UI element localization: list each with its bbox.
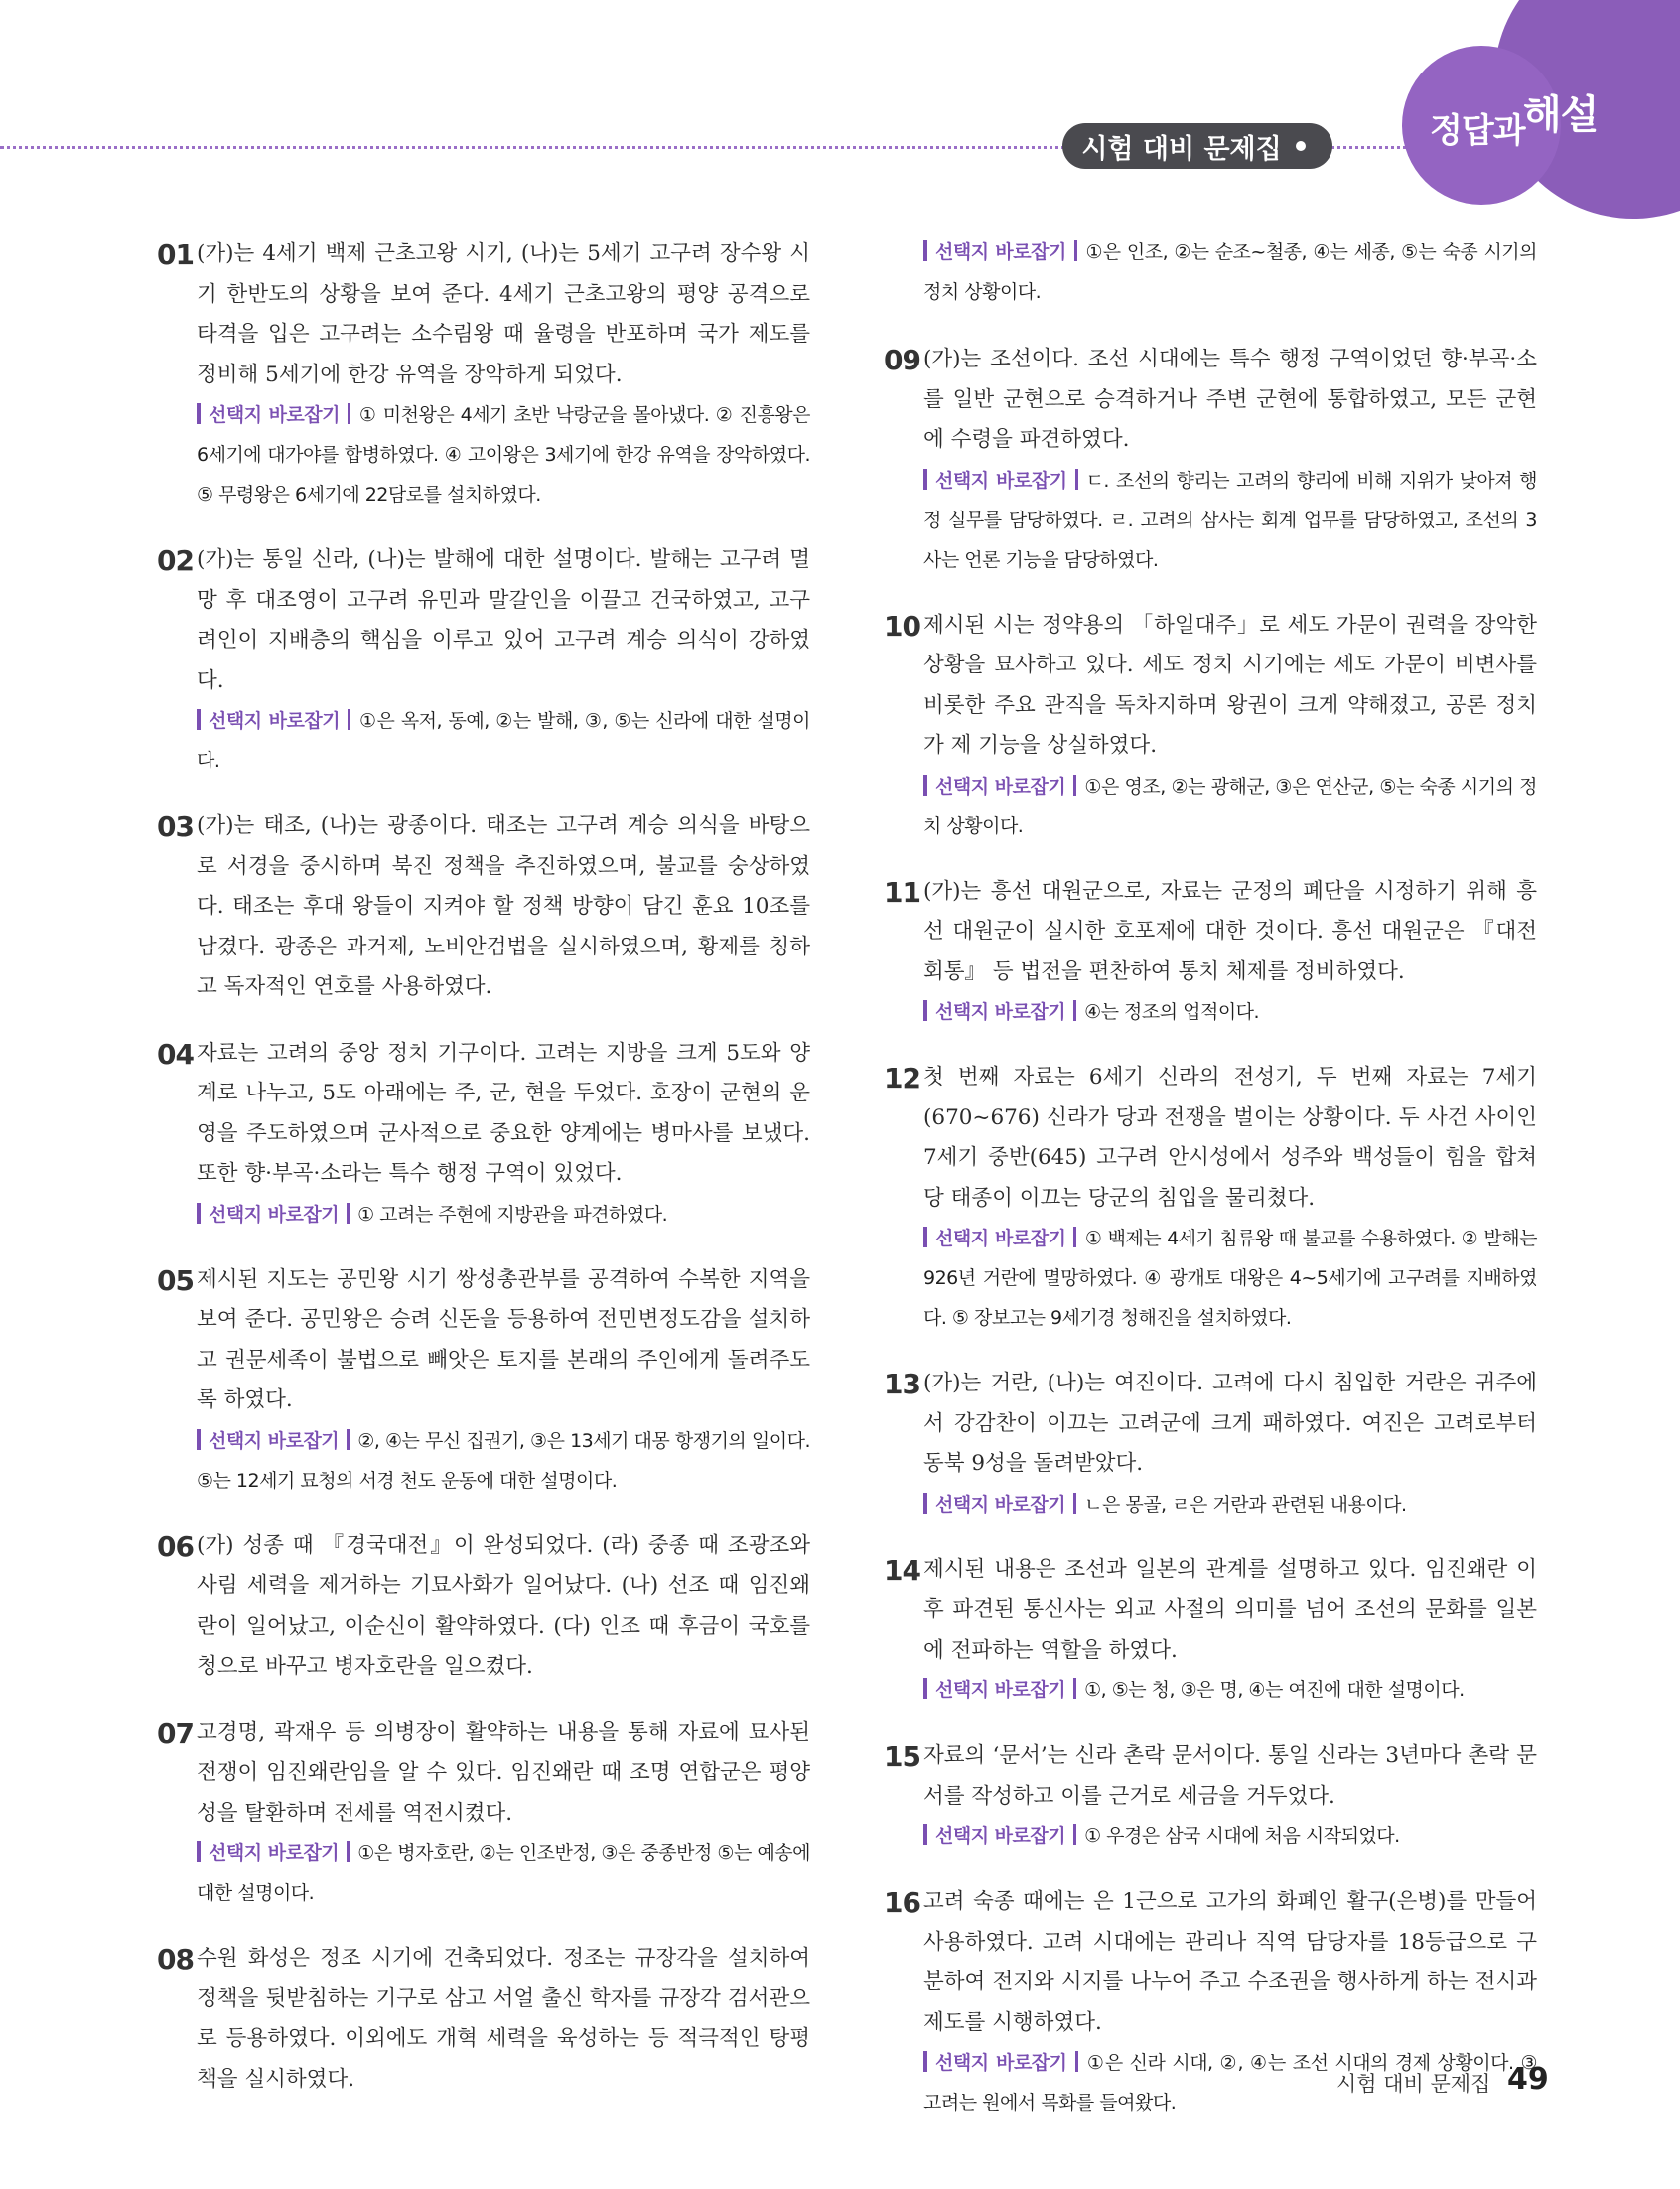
choice-text: ①은 영조, ②는 광해군, ③은 연산군, ⑤는 숙종 시기의 정치 상황이다. (923, 775, 1538, 837)
choice-tag (197, 1430, 357, 1452)
choice-text: ① 백제는 4세기 침류왕 때 불교를 수용하였다. ② 발해는 926년 거란에 멸망하였다. ④ 광개토 대왕은 4~5세기에 고구려를 지배하였다. ⑤ 장보고는 9세기경 청해진을 설치하였다. (923, 1228, 1537, 1329)
tag-bar-icon (347, 1429, 350, 1450)
item-text: (가)는 4세기 백제 근초고왕 시기, (나)는 5세기 고구려 장수왕 시기 한반도의 상황을 보여 준다. 4세기 근초고왕의 평양 공격으로 타격을 입은 고구려는 소수림왕 때 율령을 반포하며 국가 제도를 정비해 5세기에 한강 유역을 장악하게 되었다. (197, 241, 810, 387)
tag-bar-icon (197, 709, 201, 730)
tag-bar-icon (923, 1678, 927, 1699)
item-text: 제시된 내용은 조선과 일본의 관계를 설명하고 있다. 임진왜란 이후 파견된 통신사는 외교 사절의 의미를 넘어 조선의 문화를 일본에 전파하는 역할을 하였다. (923, 1556, 1537, 1663)
item-number: 11 (884, 875, 920, 909)
item-number: 16 (884, 1886, 920, 1919)
tag-bar-icon (348, 709, 350, 730)
item-number: 05 (157, 1263, 194, 1297)
choice-text: ④는 정조의 업적이다. (1084, 1001, 1260, 1023)
item-text: 고려 숙종 때에는 은 1근으로 고가의 화폐인 활구(은병)를 만들어 사용하였다. 고려 시대에는 관리나 직역 담당자를 18등급으로 구분하여 전지와 시지를 나누어 주고 수조권을 행사하게 하는 전시과 제도를 시행하였다. (923, 1889, 1537, 2035)
tag-bar-icon (1073, 1678, 1076, 1699)
choice-tag-label: 선택지 바로잡기 (935, 241, 1066, 263)
tag-bar-icon (1073, 1493, 1076, 1514)
series-label (1062, 123, 1332, 169)
answer-item (159, 1713, 810, 1914)
choice-tag (923, 1679, 1084, 1701)
tag-bar-icon (197, 1841, 201, 1862)
answer-item (159, 1034, 810, 1235)
item-number: 10 (884, 609, 920, 643)
choice-text: ㄴ은 몽골, ㄹ은 거란과 관련된 내용이다. (1084, 1493, 1407, 1516)
tag-bar-icon (923, 469, 927, 490)
item-number: 12 (884, 1062, 920, 1094)
choice-tag (197, 404, 358, 426)
answer-item (886, 1550, 1537, 1711)
answer-item (886, 1364, 1537, 1525)
choice-tag-label: 선택지 바로잡기 (209, 1203, 340, 1226)
answer-item (159, 234, 810, 514)
choice-correction (197, 1421, 810, 1501)
explanation-title: 해설 (1523, 92, 1599, 138)
item-number: 07 (157, 1716, 194, 1750)
choice-tag-label: 선택지 바로잡기 (935, 1001, 1066, 1023)
item-text: 제시된 지도는 공민왕 시기 쌍성총관부를 공격하여 수복한 지역을 보여 준다. 공민왕은 승려 신돈을 등용하여 전민변정도감을 설치하고 권문세족이 불법으로 빼앗은 토지를 본래의 주인에게 돌려주도록 하였다. (197, 1266, 810, 1412)
choice-text: ①, ⑤는 청, ③은 명, ④는 여진에 대한 설명이다. (1084, 1679, 1465, 1701)
answer-item (159, 540, 810, 781)
item-text: 첫 번째 자료는 6세기 신라의 전성기, 두 번째 자료는 7세기(670~676) 신라가 당과 전쟁을 벌이는 상황이다. 두 사건 사이인 7세기 중반(645) 고구려 안시성에서 성주와 백성들이 힘을 합쳐 당 태종이 이끄는 당군의 침입을 물리쳤다. (923, 1065, 1537, 1211)
item-number: 15 (884, 1740, 920, 1773)
choice-correction (197, 1833, 810, 1913)
item-text: 자료의 ‘문서’는 신라 촌락 문서이다. 통일 신라는 3년마다 촌락 문서를 작성하고 이를 근거로 세금을 거두었다. (923, 1743, 1537, 1809)
choice-text: ①은 신라 시대, ②, ④는 조선 시대의 경제 상황이다. ③ 고려는 원에서 목화를 들여왔다. (923, 2052, 1537, 2114)
item-text: (가)는 태조, (나)는 광종이다. 태조는 고구려 계승 의식을 바탕으로 서경을 중시하며 북진 정책을 추진하였으며, 불교를 숭상하였다. 태조는 후대 왕들이 지켜야 할 정책 방향이 담긴 훈요 10조를 남겼다. 광종은 과거제, 노비안검법을 실시하였으며, 황제를 칭하고 독자적인 연호를 사용하였다. (197, 813, 810, 999)
choice-tag-label: 선택지 바로잡기 (935, 1825, 1066, 1847)
choice-correction (197, 395, 810, 514)
choice-text: ㄷ. 조선의 향리는 고려의 향리에 비해 지위가 낮아져 행정 실무를 담당하였다. ㄹ. 고려의 삼사는 회계 업무를 담당하였고, 조선의 3사는 언론 기능을 담당하였다. (923, 469, 1538, 571)
header-dotted-line (0, 146, 1072, 149)
item-number: 02 (157, 544, 194, 577)
choice-text: ① 미천왕은 4세기 초반 낙랑군을 몰아냈다. ② 진흥왕은 6세기에 대가야를 합병하였다. ④ 고이왕은 3세기에 한강 유역을 장악하였다. ⑤ 무령왕은 6세기에 22담로를 설치하였다. (197, 404, 811, 506)
choice-correction (923, 1485, 1537, 1525)
choice-tag-label: 선택지 바로잡기 (935, 775, 1066, 798)
choice-correction (923, 1671, 1537, 1710)
tag-bar-icon (197, 403, 201, 424)
item-text: (가)는 흥선 대원군으로, 자료는 군정의 폐단을 시정하기 위해 흥선 대원군이 실시한 호포제에 대한 것이다. 흥선 대원군은 『대전회통』 등 법전을 편찬하여 통치 체제를 정비하였다. (923, 878, 1537, 984)
tag-bar-icon (347, 1841, 350, 1862)
tag-bar-icon (1075, 2051, 1078, 2072)
choice-tag (923, 1825, 1084, 1847)
left-column (159, 234, 810, 2125)
choice-tag (923, 1228, 1084, 1249)
tag-bar-icon (923, 240, 927, 261)
tag-bar-icon (923, 775, 927, 796)
choice-tag-label: 선택지 바로잡기 (935, 1228, 1066, 1249)
choice-correction (923, 232, 1537, 312)
item-text: (가)는 통일 신라, (나)는 발해에 대한 설명이다. 발해는 고구려 멸망 후 대조영이 고구려 유민과 말갈인을 이끌고 건국하였고, 고구려인이 지배층의 핵심을 이루고 있어 고구려 계승 의식이 강하였다. (197, 547, 810, 693)
right-column (886, 232, 1537, 2148)
tag-bar-icon (197, 1429, 201, 1450)
choice-text: ①은 인조, ②는 순조~철종, ④는 세종, ⑤는 숙종 시기의 정치 상황이다. (923, 241, 1538, 303)
item-text: (가) 성종 때 『경국대전』이 완성되었다. (라) 중종 때 조광조와 사림 세력을 제거하는 기묘사화가 일어났다. (나) 선조 때 임진왜란이 일어났고, 이순신이 활약하였다. (다) 인조 때 후금이 국호를 청으로 바꾸고 병자호란을 일으켰다. (197, 1532, 810, 1678)
choice-tag (923, 1494, 1084, 1516)
tag-bar-icon (923, 1227, 927, 1247)
item-number: 03 (157, 810, 194, 843)
tag-bar-icon (923, 1824, 927, 1845)
choice-correction (923, 767, 1537, 846)
choice-correction (197, 701, 810, 781)
choice-tag-label: 선택지 바로잡기 (935, 1493, 1066, 1516)
tag-bar-icon (923, 1493, 927, 1514)
answer-item (886, 1736, 1537, 1856)
choice-tag (923, 776, 1084, 798)
item-number: 01 (157, 238, 194, 271)
item-text: 제시된 시는 정약용의 「하일대주」로 세도 가문이 권력을 장악한 상황을 묘사하고 있다. 세도 정치 시기에는 세도 가문이 비변사를 비롯한 주요 관직을 독차지하며 왕권이 크게 약해졌고, 공론 정치가 제 기능을 상실하였다. (923, 612, 1537, 758)
page-number: 49 (1507, 2062, 1549, 2097)
choice-correction (923, 1219, 1537, 1338)
item-number: 08 (157, 1943, 194, 1975)
footer-series-label: 시험 대비 문제집 (1336, 2072, 1491, 2096)
choice-text: ②, ④는 무신 집권기, ③은 13세기 대몽 항쟁기의 일이다. ⑤는 12세기 묘청의 서경 천도 운동에 대한 설명이다. (197, 1429, 810, 1492)
choice-tag (923, 241, 1085, 263)
tag-bar-icon (348, 403, 350, 424)
answer-item (159, 1939, 810, 2100)
answer-item (886, 340, 1537, 580)
choice-correction (923, 992, 1537, 1032)
answer-item-continued (886, 232, 1537, 312)
choice-tag-label: 선택지 바로잡기 (209, 1429, 340, 1452)
choice-tag (197, 710, 358, 732)
tag-bar-icon (923, 2051, 927, 2072)
bullet-dot-icon (1296, 141, 1306, 151)
tag-bar-icon (1073, 1227, 1076, 1247)
answer-item (886, 1058, 1537, 1338)
item-number: 06 (157, 1530, 194, 1563)
series-label-text: 시험 대비 문제집 (1081, 133, 1282, 165)
tag-bar-icon (1075, 469, 1078, 490)
item-number: 09 (884, 344, 920, 376)
item-number: 13 (884, 1368, 920, 1400)
tag-bar-icon (1073, 1000, 1076, 1021)
tag-bar-icon (1073, 775, 1076, 796)
choice-tag-label: 선택지 바로잡기 (209, 710, 341, 732)
choice-correction (923, 461, 1537, 580)
item-text: 고경명, 곽재우 등 의병장이 활약하는 내용을 통해 자료에 묘사된 전쟁이 임진왜란임을 알 수 있다. 임진왜란 때 조명 연합군은 평양성을 탈환하며 전세를 역전시켰다. (197, 1719, 810, 1825)
item-text: (가)는 조선이다. 조선 시대에는 특수 행정 구역이었던 향·부곡·소를 일반 군현으로 승격하거나 주변 군현에 통합하였고, 모든 군현에 수령을 파견하였다. (923, 347, 1537, 452)
choice-tag-label: 선택지 바로잡기 (935, 469, 1067, 492)
choice-tag (923, 2052, 1086, 2074)
choice-correction (923, 1817, 1537, 1856)
choice-tag-label: 선택지 바로잡기 (935, 1679, 1066, 1701)
choice-text: ① 우경은 삼국 시대에 처음 시작되었다. (1084, 1825, 1400, 1847)
tag-bar-icon (923, 1000, 927, 1021)
choice-text: ①은 옥저, 동예, ②는 발해, ③, ⑤는 신라에 대한 설명이다. (197, 710, 810, 772)
answer-item (886, 872, 1537, 1033)
choice-text: ①은 병자호란, ②는 인조반정, ③은 중종반정 ⑤는 예송에 대한 설명이다. (197, 1842, 811, 1904)
item-text: (가)는 거란, (나)는 여진이다. 고려에 다시 침입한 거란은 귀주에서 강감찬이 이끄는 고려군에 크게 패하였다. 여진은 고려로부터 동북 9성을 돌려받았다. (923, 1371, 1537, 1476)
choice-tag-label: 선택지 바로잡기 (209, 404, 340, 426)
tag-bar-icon (1074, 240, 1077, 261)
choice-tag (923, 1001, 1084, 1023)
answer-item (886, 606, 1537, 846)
choice-text: ① 고려는 주현에 지방관을 파견하였다. (357, 1203, 668, 1226)
answer-title: 정답과 (1430, 111, 1525, 151)
tag-bar-icon (197, 1203, 201, 1224)
tag-bar-icon (1073, 1824, 1076, 1845)
item-text: 자료는 고려의 중앙 정치 기구이다. 고려는 지방을 크게 5도와 양계로 나누고, 5도 아래에는 주, 군, 현을 두었다. 호장이 군현의 운영을 주도하였으며 군사적으로 중요한 양계에는 병마사를 보냈다. 또한 향·부곡·소라는 특수 행정 구역이 있었다. (197, 1040, 810, 1186)
item-text: 수원 화성은 정조 시기에 건축되었다. 정조는 규장각을 설치하여 정책을 뒷받침하는 기구로 삼고 서얼 출신 학자를 규장각 검서관으로 등용하였다. 이외에도 개혁 세력을 육성하는 등 적극적인 탕평책을 실시하였다. (197, 1946, 810, 2092)
item-number: 14 (884, 1553, 920, 1587)
answer-item (159, 806, 810, 1008)
choice-tag-label: 선택지 바로잡기 (935, 2052, 1067, 2074)
choice-correction (197, 1195, 810, 1235)
choice-tag (923, 470, 1086, 492)
tag-bar-icon (347, 1203, 350, 1224)
answer-item (159, 1527, 810, 1687)
choice-tag (197, 1204, 357, 1226)
item-number: 04 (157, 1037, 194, 1071)
answer-item (159, 1260, 810, 1501)
choice-tag-label: 선택지 바로잡기 (209, 1842, 340, 1864)
choice-tag (197, 1842, 357, 1864)
